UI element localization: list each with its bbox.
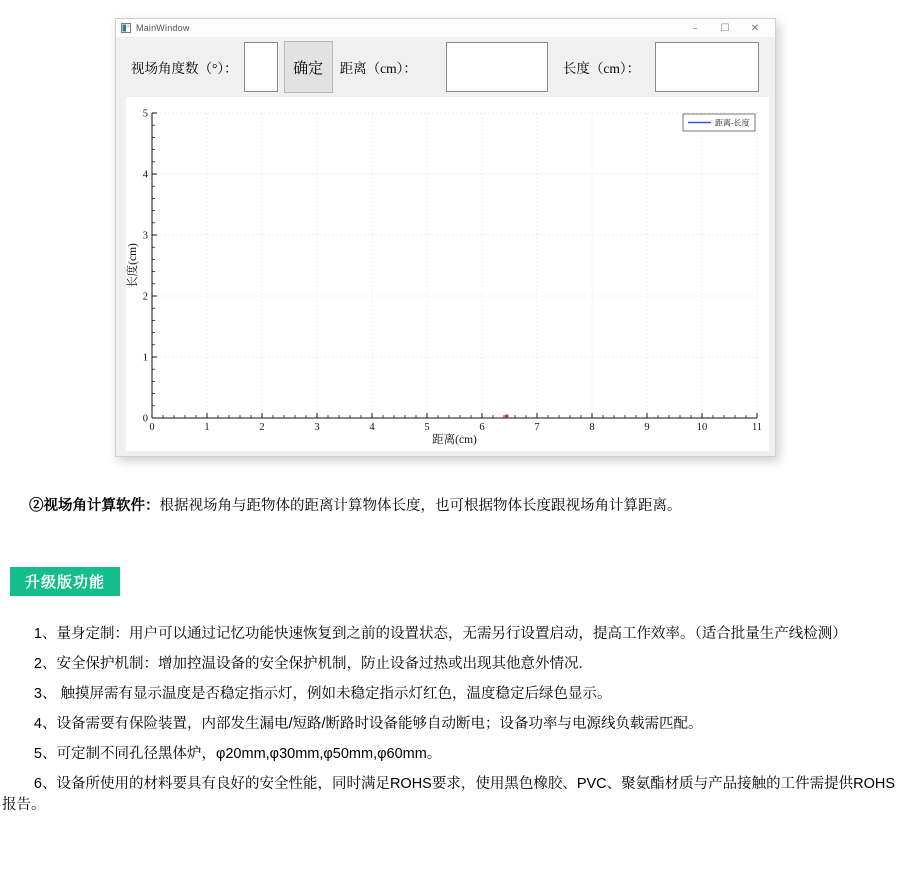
svg-text:距离(cm): 距离(cm): [432, 434, 477, 446]
svg-text:6: 6: [479, 422, 485, 433]
title-bar: [116, 19, 775, 37]
svg-text:5: 5: [142, 108, 148, 120]
svg-text:9: 9: [644, 422, 650, 433]
svg-text:4: 4: [369, 422, 375, 433]
svg-text:2: 2: [259, 422, 265, 433]
svg-text:4: 4: [142, 169, 148, 181]
feature-item: 5、可定制不同孔径黑体炉，φ20mm,φ30mm,φ50mm,φ60mm。: [33, 746, 442, 762]
length-input[interactable]: [655, 42, 759, 92]
chart-canvas: [126, 97, 769, 451]
svg-text:5: 5: [424, 422, 430, 433]
svg-text:1: 1: [204, 422, 210, 433]
feature-item: 2、安全保护机制：增加控温设备的安全保护机制，防止设备过热或出现其他意外情况.: [33, 656, 583, 672]
minimize-button[interactable]: –: [692, 22, 698, 34]
window-title: MainWindow: [136, 23, 190, 33]
svg-text:0: 0: [149, 422, 155, 433]
app-icon: [121, 23, 131, 33]
confirm-button[interactable]: 确定: [284, 41, 333, 93]
svg-text:3: 3: [142, 230, 148, 242]
feature-item: 4、设备需要有保险装置，内部发生漏电/短路/断路时设备能够自动断电；设备功率与电源线负载需匹配。: [33, 716, 703, 732]
feature-item: 1、量身定制：用户可以通过记忆功能快速恢复到之前的设置状态，无需另行设置启动，提高工作效率。（适合批量生产线检测）: [33, 626, 847, 642]
software-description: [0, 496, 900, 517]
svg-text:2: 2: [142, 291, 148, 303]
fov-input[interactable]: [244, 42, 278, 92]
svg-text:1: 1: [142, 352, 148, 364]
feature-item: 6、设备所使用的材料要具有良好的安全性能，同时满足ROHS要求，使用黑色橡胶、PVC、聚氨酯材质与产品接触的工件需提供ROHS报告。: [2, 776, 896, 813]
svg-text:7: 7: [534, 422, 540, 433]
svg-text:长度(cm): 长度(cm): [127, 243, 139, 288]
distance-length-chart: [126, 97, 769, 451]
section-badge: 升级版功能: [10, 567, 120, 596]
description-lead: ②视场角计算软件：: [29, 498, 160, 514]
close-button[interactable]: ✕: [750, 22, 760, 34]
svg-text:3: 3: [314, 422, 320, 433]
toolbar: [116, 37, 775, 97]
fov-label: 视场角度数（°）：: [131, 61, 238, 76]
main-window: [115, 18, 776, 457]
maximize-button[interactable]: ☐: [720, 22, 730, 34]
distance-input[interactable]: [446, 42, 548, 92]
svg-text:11: 11: [751, 422, 763, 433]
description-body: 根据视场角与距物体的距离计算物体长度，也可根据物体长度跟视场角计算距离。: [159, 498, 682, 514]
distance-label: 距离（cm）：: [339, 61, 417, 76]
length-label: 长度（cm）：: [562, 61, 641, 76]
feature-list: [2, 624, 898, 825]
svg-text:8: 8: [589, 422, 595, 433]
svg-text:10: 10: [696, 422, 708, 433]
feature-item: 3、 触摸屏需有显示温度是否稳定指示灯，例如未稳定指示灯红色，温度稳定后绿色显示。: [33, 686, 612, 702]
window-controls: [680, 19, 770, 37]
svg-text:距离-长度: 距离-长度: [715, 118, 750, 128]
svg-text:0: 0: [142, 413, 148, 425]
